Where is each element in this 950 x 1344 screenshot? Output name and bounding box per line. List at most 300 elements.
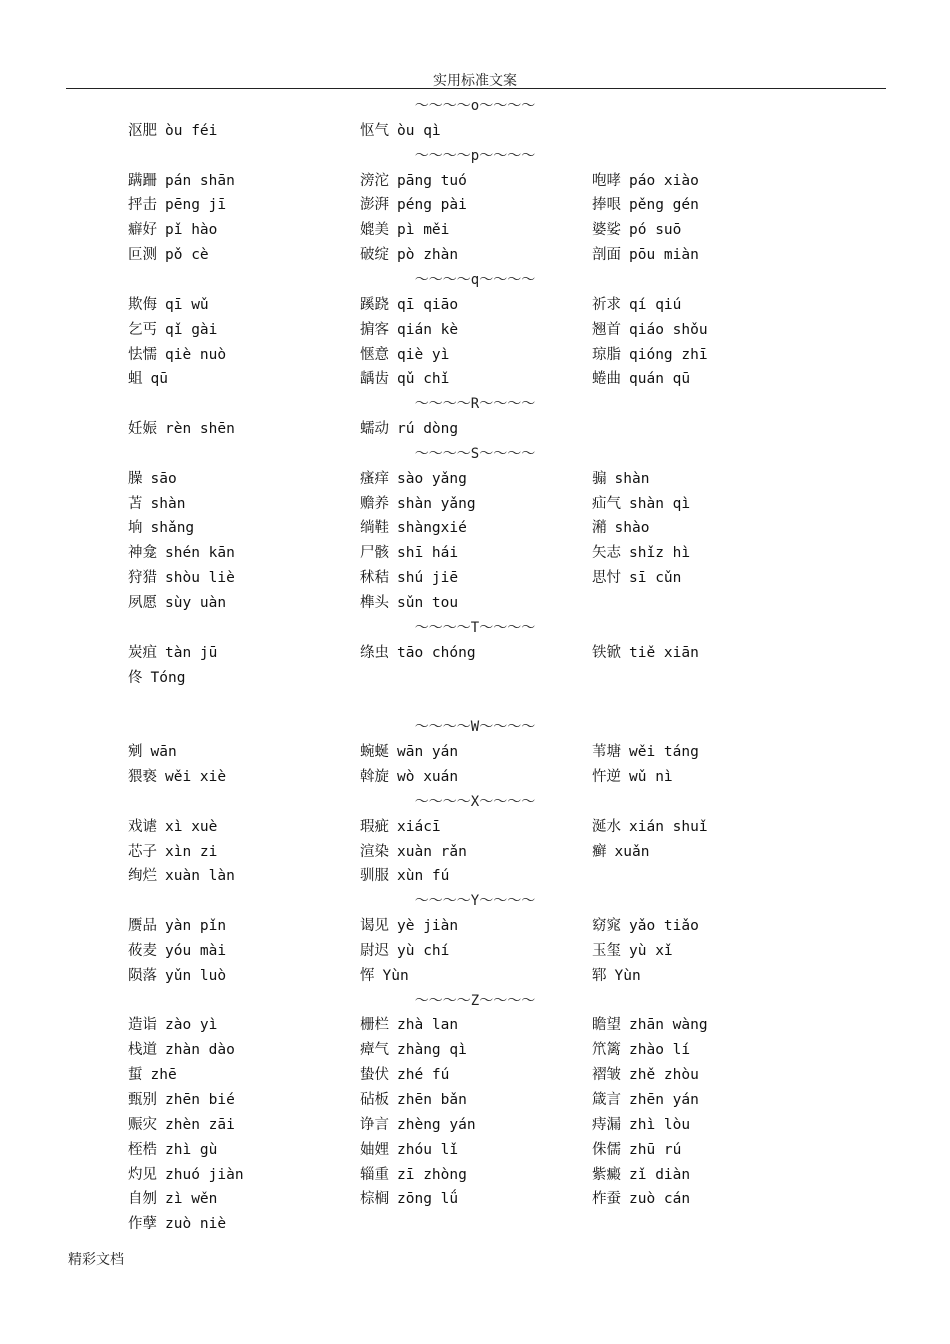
word-entry bbox=[128, 964, 226, 988]
word-entry bbox=[360, 641, 476, 665]
word-pinyin: pōu miàn bbox=[629, 247, 699, 264]
word-pinyin: qí qiú bbox=[629, 296, 682, 313]
word-entry bbox=[128, 1038, 235, 1062]
word-entry bbox=[360, 864, 449, 888]
word-hanzi: 涎水 bbox=[592, 818, 621, 835]
word-hanzi: 剖面 bbox=[592, 247, 621, 264]
word-pinyin: òu qì bbox=[397, 122, 441, 139]
word-entry bbox=[592, 964, 641, 988]
word-pinyin: zǐ diàn bbox=[629, 1166, 691, 1183]
word-entry bbox=[128, 243, 209, 267]
word-entry bbox=[128, 939, 226, 963]
word-pinyin: zhì gù bbox=[165, 1141, 218, 1158]
word-pinyin: qiè nuò bbox=[165, 346, 227, 363]
word-entry bbox=[592, 243, 699, 267]
word-hanzi: 诤言 bbox=[360, 1116, 389, 1133]
word-hanzi: 甄别 bbox=[128, 1092, 157, 1108]
word-entry bbox=[360, 765, 458, 789]
word-hanzi: 痔漏 bbox=[592, 1116, 621, 1133]
word-entry bbox=[592, 840, 649, 864]
word-pinyin: shǎng bbox=[150, 520, 195, 537]
word-pinyin: zhì lòu bbox=[629, 1116, 691, 1133]
word-entry bbox=[128, 1187, 217, 1211]
word-hanzi: 怯懦 bbox=[128, 346, 157, 363]
word-hanzi: 紫癜 bbox=[592, 1166, 621, 1183]
word-pinyin: shào bbox=[614, 520, 650, 537]
word-entry bbox=[592, 1138, 681, 1162]
word-pinyin: yè jiàn bbox=[397, 918, 459, 935]
word-hanzi: 蹊跷 bbox=[360, 296, 389, 313]
word-pinyin: yǎo tiǎo bbox=[629, 918, 699, 935]
word-entry bbox=[128, 1063, 177, 1087]
word-entry bbox=[592, 765, 673, 789]
word-hanzi: 绚烂 bbox=[128, 868, 157, 885]
word-hanzi: 臊 bbox=[128, 470, 143, 487]
word-entry bbox=[592, 1113, 690, 1137]
word-pinyin: pāng tuó bbox=[397, 172, 467, 189]
word-row bbox=[0, 566, 950, 590]
word-entry bbox=[592, 169, 699, 193]
word-entry bbox=[128, 193, 226, 217]
word-hanzi: 侏儒 bbox=[592, 1141, 621, 1158]
word-row bbox=[0, 1038, 950, 1062]
word-pinyin: shǐz hì bbox=[629, 545, 691, 562]
word-hanzi: 苫 bbox=[128, 495, 143, 512]
word-entry bbox=[592, 815, 708, 839]
word-hanzi: 炭疽 bbox=[128, 644, 157, 661]
word-pinyin: péng pài bbox=[397, 197, 467, 214]
word-entry bbox=[592, 641, 699, 665]
word-pinyin: zào yì bbox=[165, 1017, 218, 1034]
word-pinyin: Yùn bbox=[614, 967, 641, 984]
word-hanzi: 陨落 bbox=[128, 967, 157, 984]
word-entry bbox=[128, 591, 226, 615]
word-hanzi: 栅栏 bbox=[360, 1017, 389, 1034]
word-entry bbox=[360, 119, 441, 143]
word-entry bbox=[128, 1013, 217, 1037]
word-hanzi: 掮客 bbox=[360, 321, 389, 338]
word-entry bbox=[360, 541, 458, 565]
word-row bbox=[0, 417, 950, 441]
word-entry bbox=[360, 293, 458, 317]
word-row bbox=[0, 1187, 950, 1211]
word-hanzi: 妊娠 bbox=[128, 421, 157, 438]
word-pinyin: zhàng qì bbox=[397, 1042, 467, 1059]
word-hanzi: 蜷曲 bbox=[592, 371, 621, 388]
word-pinyin: zhēn bié bbox=[165, 1092, 235, 1108]
word-hanzi: 妯娌 bbox=[360, 1141, 389, 1158]
word-hanzi: 尸骸 bbox=[360, 545, 389, 562]
word-pinyin: rèn shēn bbox=[165, 421, 235, 438]
word-hanzi: 赝品 bbox=[128, 918, 157, 935]
word-hanzi: 窈窕 bbox=[592, 918, 621, 935]
word-pinyin: zhē bbox=[150, 1067, 177, 1084]
word-entry bbox=[592, 740, 699, 764]
word-entry bbox=[128, 666, 185, 690]
word-row bbox=[0, 243, 950, 267]
word-entry bbox=[592, 1063, 699, 1087]
word-entry bbox=[128, 1113, 235, 1137]
word-row bbox=[0, 740, 950, 764]
word-hanzi: 榫头 bbox=[360, 595, 389, 611]
word-pinyin: tiě xiān bbox=[629, 644, 699, 661]
word-pinyin: shàn bbox=[614, 470, 650, 487]
word-hanzi: 捧哏 bbox=[592, 197, 621, 214]
word-pinyin: wò xuán bbox=[397, 768, 459, 785]
word-hanzi: 蜿蜒 bbox=[360, 744, 389, 761]
word-pinyin: pǒ cè bbox=[165, 247, 209, 264]
word-row bbox=[0, 218, 950, 242]
word-pinyin: páo xiào bbox=[629, 172, 699, 189]
word-pinyin: òu féi bbox=[165, 122, 218, 139]
word-entry bbox=[360, 1088, 467, 1112]
word-pinyin: xùn fú bbox=[397, 868, 450, 885]
word-entry bbox=[360, 591, 458, 615]
word-hanzi: 神龛 bbox=[128, 545, 157, 562]
word-pinyin: zōng lǘ bbox=[397, 1191, 459, 1208]
word-hanzi: 破绽 bbox=[360, 247, 389, 264]
word-hanzi: 砧板 bbox=[360, 1092, 389, 1108]
section-title: ～～～～S～～～～ bbox=[414, 445, 536, 462]
word-pinyin: sāo bbox=[150, 470, 177, 487]
word-entry bbox=[128, 417, 235, 441]
word-pinyin: pēng jī bbox=[165, 197, 227, 214]
word-row bbox=[0, 1088, 950, 1112]
word-hanzi: 蛰伏 bbox=[360, 1067, 389, 1084]
word-row bbox=[0, 864, 950, 888]
section-title: ～～～～p～～～～ bbox=[414, 147, 536, 164]
word-entry bbox=[360, 740, 458, 764]
word-pinyin: rú dòng bbox=[397, 421, 459, 438]
word-hanzi: 骟 bbox=[592, 470, 607, 487]
word-row bbox=[0, 1113, 950, 1137]
word-entry bbox=[592, 467, 649, 491]
word-pinyin: zhèn zāi bbox=[165, 1116, 235, 1133]
word-hanzi: 绦虫 bbox=[360, 644, 389, 661]
word-hanzi: 戏谑 bbox=[128, 818, 157, 835]
word-entry bbox=[128, 318, 217, 342]
word-pinyin: zī zhòng bbox=[397, 1166, 467, 1183]
word-pinyin: zhě zhòu bbox=[629, 1067, 699, 1084]
word-entry bbox=[592, 193, 699, 217]
word-hanzi: 驯服 bbox=[360, 868, 389, 885]
word-row bbox=[0, 815, 950, 839]
word-entry bbox=[592, 218, 681, 242]
section-title: ～～～～R～～～～ bbox=[414, 396, 536, 413]
word-row bbox=[0, 840, 950, 864]
word-pinyin: tàn jū bbox=[165, 644, 218, 661]
word-pinyin: sī cǔn bbox=[629, 570, 682, 587]
word-row bbox=[0, 492, 950, 516]
word-hanzi: 剜 bbox=[128, 744, 143, 761]
word-hanzi: 秫秸 bbox=[360, 570, 389, 587]
word-hanzi: 铁锨 bbox=[592, 644, 621, 661]
section-title: ～～～～X～～～～ bbox=[414, 793, 536, 810]
word-pinyin: sùy uàn bbox=[165, 595, 227, 611]
word-hanzi: 谒见 bbox=[360, 918, 389, 935]
word-entry bbox=[360, 516, 467, 540]
word-pinyin: shàn qì bbox=[629, 495, 691, 512]
section-title: ～～～～W～～～～ bbox=[414, 719, 536, 736]
word-hanzi: 媲美 bbox=[360, 222, 389, 239]
word-pinyin: sǔn tou bbox=[397, 595, 459, 611]
word-entry bbox=[592, 1088, 699, 1112]
word-hanzi: 柞蚕 bbox=[592, 1191, 621, 1208]
word-entry bbox=[592, 566, 681, 590]
word-hanzi: 斡旋 bbox=[360, 768, 389, 785]
word-hanzi: 怄气 bbox=[360, 122, 389, 139]
word-pinyin: shú jiē bbox=[397, 570, 459, 587]
word-entry bbox=[360, 840, 467, 864]
word-hanzi: 桎梏 bbox=[128, 1141, 157, 1158]
word-row bbox=[0, 1163, 950, 1187]
word-pinyin: tāo chóng bbox=[397, 644, 476, 661]
word-entry bbox=[360, 1187, 458, 1211]
word-hanzi: 惬意 bbox=[360, 346, 389, 363]
word-pinyin: zhēn bǎn bbox=[397, 1092, 467, 1108]
word-entry bbox=[128, 516, 194, 540]
word-hanzi: 箴言 bbox=[592, 1092, 621, 1108]
word-hanzi: 灼见 bbox=[128, 1166, 157, 1183]
word-entry bbox=[360, 169, 467, 193]
word-entry bbox=[360, 1038, 467, 1062]
word-entry bbox=[592, 492, 690, 516]
word-pinyin: sào yǎng bbox=[397, 470, 467, 487]
section-title: ～～～～Z～～～～ bbox=[414, 992, 536, 1009]
word-hanzi: 忤逆 bbox=[592, 768, 621, 785]
word-pinyin: zhèng yán bbox=[397, 1116, 476, 1133]
word-hanzi: 滂沱 bbox=[360, 172, 389, 189]
word-row bbox=[0, 343, 950, 367]
page-header-title: 实用标准文案 bbox=[433, 73, 517, 89]
word-hanzi: 辎重 bbox=[360, 1166, 389, 1183]
word-pinyin: qióng zhī bbox=[629, 346, 708, 363]
word-pinyin: zhào lí bbox=[629, 1042, 691, 1059]
word-row bbox=[0, 666, 950, 690]
word-hanzi: 沤肥 bbox=[128, 122, 157, 139]
word-pinyin: xìn zi bbox=[165, 843, 218, 860]
word-pinyin: pán shān bbox=[165, 172, 235, 189]
word-pinyin: yù chí bbox=[397, 942, 450, 959]
word-hanzi: 翘首 bbox=[592, 321, 621, 338]
word-entry bbox=[360, 1063, 449, 1087]
word-entry bbox=[128, 119, 217, 143]
word-entry bbox=[592, 1013, 708, 1037]
word-pinyin: zhuó jiàn bbox=[165, 1166, 244, 1183]
word-pinyin: pì měi bbox=[397, 222, 450, 239]
word-pinyin: yǔn luò bbox=[165, 967, 227, 984]
word-pinyin: pò zhàn bbox=[397, 247, 459, 264]
word-entry bbox=[128, 169, 235, 193]
word-entry bbox=[592, 1163, 690, 1187]
word-entry bbox=[360, 1138, 458, 1162]
word-hanzi: 叵测 bbox=[128, 247, 157, 264]
word-pinyin: yù xǐ bbox=[629, 942, 673, 959]
word-entry bbox=[360, 318, 458, 342]
word-entry bbox=[128, 566, 235, 590]
word-pinyin: zhū rú bbox=[629, 1141, 682, 1158]
word-hanzi: 癖好 bbox=[128, 222, 157, 239]
word-pinyin: qǐ gài bbox=[165, 321, 218, 338]
word-hanzi: 乞丐 bbox=[128, 321, 157, 338]
word-hanzi: 夙愿 bbox=[128, 595, 157, 611]
word-entry bbox=[360, 218, 449, 242]
word-entry bbox=[128, 765, 226, 789]
word-pinyin: xián shuǐ bbox=[629, 818, 708, 835]
word-row bbox=[0, 367, 950, 391]
word-entry bbox=[592, 318, 708, 342]
word-entry bbox=[128, 343, 226, 367]
word-entry bbox=[128, 293, 209, 317]
word-hanzi: 造诣 bbox=[128, 1017, 157, 1034]
word-hanzi: 栈道 bbox=[128, 1042, 157, 1059]
word-entry bbox=[360, 939, 449, 963]
word-row bbox=[0, 516, 950, 540]
word-hanzi: 琼脂 bbox=[592, 346, 621, 363]
word-row bbox=[0, 641, 950, 665]
word-hanzi: 疝气 bbox=[592, 495, 621, 512]
word-entry bbox=[360, 914, 458, 938]
word-hanzi: 佟 bbox=[128, 669, 143, 686]
word-row bbox=[0, 964, 950, 988]
word-pinyin: yàn pǐn bbox=[165, 918, 227, 935]
word-entry bbox=[360, 367, 449, 391]
word-entry bbox=[360, 193, 467, 217]
word-row bbox=[0, 765, 950, 789]
word-entry bbox=[360, 243, 458, 267]
word-hanzi: 蹒跚 bbox=[128, 172, 157, 189]
word-entry bbox=[360, 467, 467, 491]
word-hanzi: 莜麦 bbox=[128, 942, 157, 959]
word-hanzi: 欺侮 bbox=[128, 296, 157, 313]
word-row bbox=[0, 1212, 950, 1236]
word-hanzi: 赡养 bbox=[360, 495, 389, 512]
word-pinyin: shén kān bbox=[165, 545, 235, 562]
word-pinyin: qián kè bbox=[397, 321, 459, 338]
word-hanzi: 癣 bbox=[592, 843, 607, 860]
word-entry bbox=[592, 293, 681, 317]
section-title: ～～～～Y～～～～ bbox=[414, 893, 536, 910]
word-row bbox=[0, 293, 950, 317]
word-hanzi: 笊篱 bbox=[592, 1042, 621, 1059]
word-entry bbox=[360, 1163, 467, 1187]
word-pinyin: wěi xiè bbox=[165, 768, 227, 785]
word-entry bbox=[592, 914, 699, 938]
word-hanzi: 婆娑 bbox=[592, 222, 621, 239]
section-title: ～～～～o～～～～ bbox=[414, 98, 536, 114]
word-pinyin: wǔ nì bbox=[629, 768, 673, 785]
word-hanzi: 赈灾 bbox=[128, 1116, 157, 1133]
word-row bbox=[0, 690, 950, 714]
word-entry bbox=[128, 492, 185, 516]
page-footer: 精彩文档 bbox=[68, 1252, 124, 1268]
word-entry bbox=[592, 541, 690, 565]
word-pinyin: xuǎn bbox=[614, 843, 650, 860]
word-row bbox=[0, 169, 950, 193]
word-pinyin: shàn bbox=[150, 495, 186, 512]
word-hanzi: 自刎 bbox=[128, 1191, 157, 1208]
word-entry bbox=[128, 1088, 235, 1112]
word-row bbox=[0, 914, 950, 938]
word-entry bbox=[128, 864, 235, 888]
word-pinyin: yóu mài bbox=[165, 942, 227, 959]
word-entry bbox=[360, 343, 449, 367]
word-entry bbox=[128, 914, 226, 938]
word-hanzi: 玉玺 bbox=[592, 942, 621, 959]
word-row bbox=[0, 541, 950, 565]
word-pinyin: wěi táng bbox=[629, 744, 699, 761]
word-pinyin: zuò cán bbox=[629, 1191, 691, 1208]
word-hanzi: 渲染 bbox=[360, 843, 389, 860]
word-hanzi: 芯子 bbox=[128, 843, 157, 860]
header-divider bbox=[66, 88, 886, 89]
word-pinyin: qiè yì bbox=[397, 346, 450, 363]
word-hanzi: 抨击 bbox=[128, 197, 157, 214]
word-pinyin: quán qū bbox=[629, 371, 691, 388]
word-pinyin: shàn yǎng bbox=[397, 495, 476, 512]
word-hanzi: 祈求 bbox=[592, 296, 621, 313]
word-pinyin: qū bbox=[150, 371, 168, 388]
word-row bbox=[0, 591, 950, 615]
word-pinyin: qiáo shǒu bbox=[629, 321, 708, 338]
section-title: ～～～～T～～～～ bbox=[414, 619, 536, 636]
word-hanzi: 瘙痒 bbox=[360, 470, 389, 487]
word-entry bbox=[360, 566, 458, 590]
word-hanzi: 思忖 bbox=[592, 570, 621, 587]
word-hanzi: 狩猎 bbox=[128, 570, 157, 587]
word-hanzi: 潲 bbox=[592, 520, 607, 537]
word-entry bbox=[592, 939, 673, 963]
word-pinyin: shòu liè bbox=[165, 570, 235, 587]
word-entry bbox=[592, 343, 708, 367]
word-pinyin: Tóng bbox=[150, 669, 186, 686]
word-entry bbox=[360, 964, 409, 988]
word-hanzi: 郓 bbox=[592, 967, 607, 984]
word-pinyin: zhóu lǐ bbox=[397, 1141, 459, 1158]
word-entry bbox=[360, 417, 458, 441]
word-hanzi: 恽 bbox=[360, 967, 375, 984]
word-entry bbox=[592, 367, 690, 391]
word-entry bbox=[128, 815, 217, 839]
word-entry bbox=[592, 1038, 690, 1062]
word-hanzi: 垧 bbox=[128, 520, 143, 537]
word-hanzi: 蛆 bbox=[128, 371, 143, 388]
word-hanzi: 尉迟 bbox=[360, 942, 389, 959]
word-entry bbox=[360, 492, 476, 516]
section-title: ～～～～q～～～～ bbox=[414, 271, 536, 288]
word-pinyin: zhà lan bbox=[397, 1017, 459, 1034]
word-entry bbox=[360, 1013, 458, 1037]
word-pinyin: qǔ chǐ bbox=[397, 371, 450, 388]
word-hanzi: 猥亵 bbox=[128, 768, 157, 785]
word-pinyin: pǐ hào bbox=[165, 222, 218, 239]
word-entry bbox=[128, 218, 217, 242]
word-entry bbox=[128, 1212, 226, 1236]
word-row bbox=[0, 1063, 950, 1087]
word-pinyin: zhé fú bbox=[397, 1067, 450, 1084]
word-pinyin: zhān wàng bbox=[629, 1017, 708, 1034]
word-pinyin: pó suō bbox=[629, 222, 682, 239]
word-row bbox=[0, 1138, 950, 1162]
word-entry bbox=[128, 541, 235, 565]
word-entry bbox=[592, 1187, 690, 1211]
word-entry bbox=[128, 840, 217, 864]
word-hanzi: 蜇 bbox=[128, 1067, 143, 1084]
word-hanzi: 瞻望 bbox=[592, 1017, 621, 1034]
word-hanzi: 咆哮 bbox=[592, 172, 621, 189]
word-hanzi: 瑕疵 bbox=[360, 818, 389, 835]
word-pinyin: shī hái bbox=[397, 545, 459, 562]
